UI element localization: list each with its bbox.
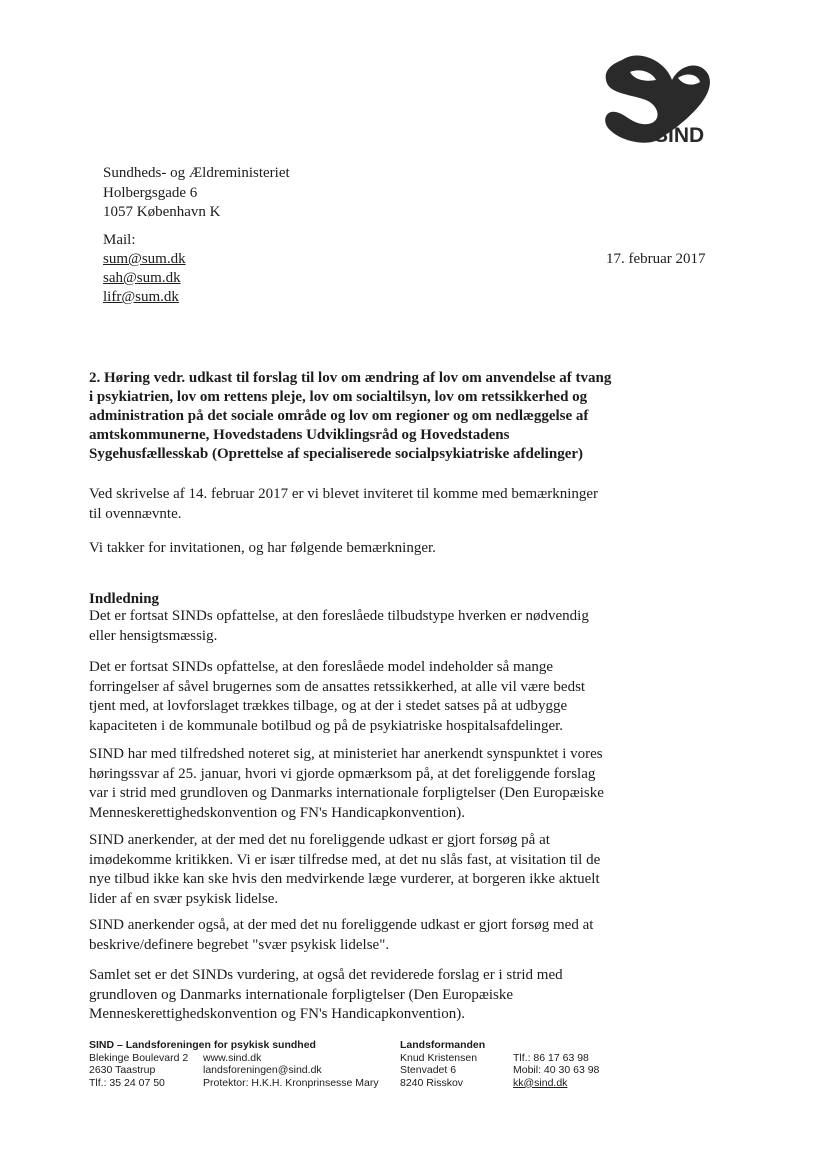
letter-date: 17. februar 2017 [606, 251, 706, 267]
paragraph-1: Det er fortsat SINDs opfattelse, at den foreslåede tilbudstype hverken er nødvendig eller hensigtsmæssig. [89, 608, 589, 644]
paragraph-2: Det er fortsat SINDs opfattelse, at den foreslåede model indeholder så mange forringelser af såvel brugernes som de ansattes retssikkerhed, at alle vil være bedst tjent med, at lovforslaget trækkes tilbage, og at der i stedet satses på at udbygge kapaciteten i de kommunale botilbud og på de psykiatriske hospitalsafdelinger. [89, 659, 586, 734]
footer-address-2: 2630 Taastrup [89, 1064, 156, 1076]
section-heading: Indledning [89, 591, 160, 607]
footer-chair-name: Knud Kristensen [400, 1051, 478, 1064]
letter-subject: 2. Høring vedr. udkast til forslag til lov om ændring af lov om anvendelse af tvang i psykiatrien, lov om rettens pleje, lov om socialtilsyn, lov om retssikkerhed og administration på det sociale område og lov om regioner og om nedlæggelse af amtskommunerne, Hovedstadens Udviklingsråd og Hovedstadens Sygehusfællesskab (Oprettelse af specialiserede socialpsykiatriske afdelinger) [89, 370, 612, 462]
footer-phone: Tlf.: 35 24 07 50 [89, 1076, 165, 1089]
footer-address-1: Blekinge Boulevard 2 [89, 1051, 189, 1064]
recipient-line-2: Holbergsgade 6 [103, 184, 198, 201]
footer-protector: Protektor: H.K.H. Kronprinsesse Mary [203, 1076, 379, 1089]
mail-label: Mail: [103, 232, 136, 248]
footer-org-name: SIND – Landsforeningen for psykisk sundhed [89, 1039, 316, 1051]
footer-chair-title: Landsformanden [400, 1039, 486, 1051]
paragraph-4: SIND anerkender, at der med det nu foreliggende udkast er gjort forsøg på at imødekomme kritikken. Vi er især tilfredse med, at det nu slås fast, at visitation til de nye tilbud ikke kan ske hvis den medvirkende læge vurderer, at borgeren ikke aktuelt lider af en svær psykisk lidelse. [89, 832, 601, 907]
recipient-line-3: 1057 København K [103, 204, 221, 220]
sind-logo [600, 50, 712, 150]
sind-logo-text: SIND [654, 124, 705, 147]
mail-block [103, 231, 186, 307]
footer-chair-mobile: Mobil: 40 30 63 98 [513, 1064, 600, 1076]
recipient-address [103, 164, 290, 223]
footer-website[interactable]: www.sind.dk [203, 1051, 262, 1064]
intro-paragraph-1: Ved skrivelse af 14. februar 2017 er vi blevet inviteret til komme med bemærkninger til ovennævnte. [89, 486, 599, 522]
footer-chair-street: Stenvadet 6 [400, 1064, 457, 1076]
mail-link-sah[interactable]: sah@sum.dk [103, 270, 181, 286]
footer-chair-city: 8240 Risskov [400, 1076, 464, 1089]
footer-chair-phone: Tlf.: 86 17 63 98 [513, 1051, 589, 1064]
paragraph-6: Samlet set er det SINDs vurdering, at også det reviderede forslag er i strid med grundloven og Danmarks internationale forpligtelser (Den Europæiske Menneskerettighedskonvention og FN's Handicapkonvention). [89, 967, 563, 1022]
paragraph-3: SIND har med tilfredshed noteret sig, at ministeriet har anerkendt synspunktet i vores høringssvar af 25. januar, hvori vi gjorde opmærksom på, at det foreliggende forslag var i strid med grundloven og Danmarks internationale forpligtelser (Den Europæiske Menneskerettighedskonvention og FN's Handicapkonvention). [89, 746, 604, 821]
mail-link-sum[interactable]: sum@sum.dk [103, 251, 186, 267]
footer-chair-email[interactable]: kk@sind.dk [513, 1076, 568, 1089]
paragraph-5: SIND anerkender også, at der med det nu foreliggende udkast er gjort forsøg med at beskrive/definere begrebet "svær psykisk lidelse". [89, 917, 594, 953]
intro-paragraph-2: Vi takker for invitationen, og har følgende bemærkninger. [89, 540, 436, 556]
mail-link-lifr[interactable]: lifr@sum.dk [103, 289, 179, 305]
recipient-line-1: Sundheds- og Ældreministeriet [103, 165, 290, 181]
footer-email[interactable]: landsforeningen@sind.dk [203, 1064, 322, 1076]
